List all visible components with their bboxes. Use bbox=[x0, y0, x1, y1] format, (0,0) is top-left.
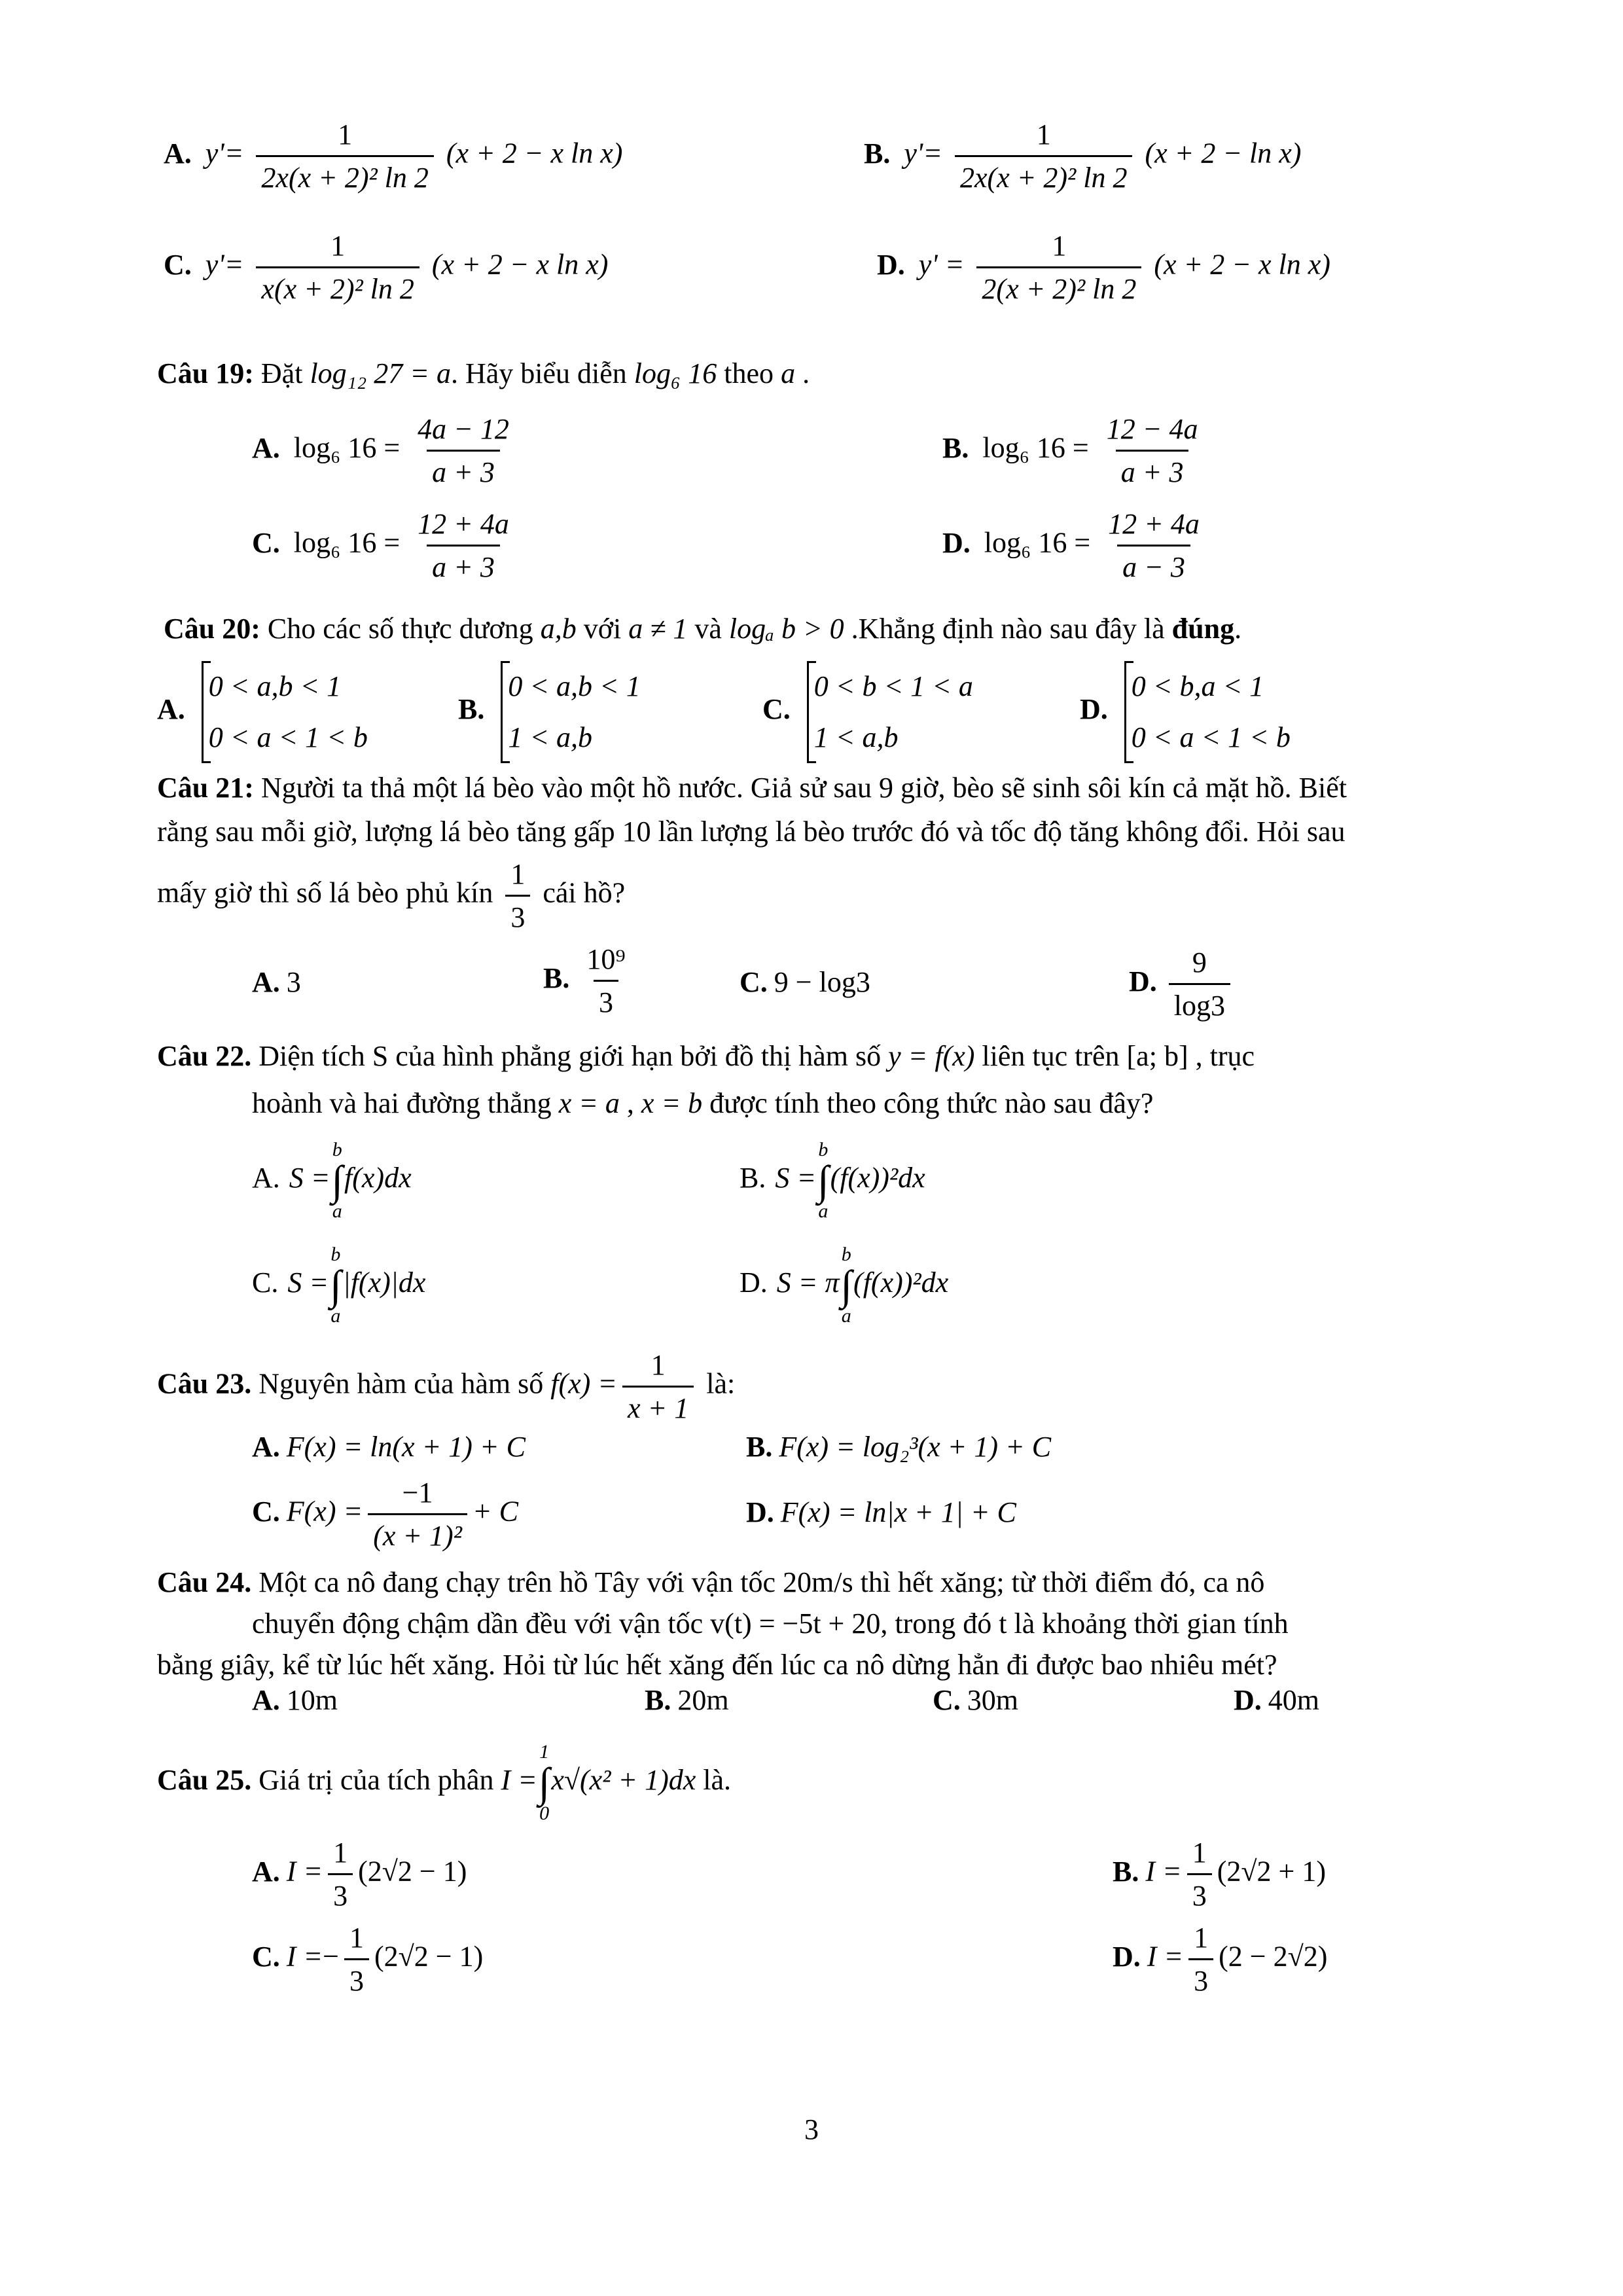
option-rest: (x + 2 − x ln x) bbox=[1154, 248, 1330, 281]
fraction bbox=[622, 1348, 694, 1425]
question-expression: f(x) = bbox=[550, 1367, 617, 1400]
question-text: Cho các số thực dương bbox=[260, 613, 541, 645]
fraction bbox=[412, 412, 514, 489]
fraction-denominator: log3 bbox=[1169, 983, 1230, 1022]
fraction-denominator: 3 bbox=[344, 1958, 369, 1998]
question-text: Đặt bbox=[253, 357, 310, 389]
fraction-denominator: 3 bbox=[505, 895, 530, 934]
option-rest: + C bbox=[472, 1495, 518, 1528]
fraction bbox=[1101, 412, 1204, 489]
fraction-denominator: (x + 1)² bbox=[368, 1513, 467, 1552]
option-lhs: I = bbox=[1145, 1855, 1182, 1888]
q21-line-1 bbox=[157, 771, 1347, 804]
option-lhs: log₆ 16 = bbox=[984, 526, 1091, 559]
integral-sign: b ∫ a bbox=[331, 1139, 344, 1222]
option-lhs: I = bbox=[1147, 1940, 1184, 1973]
q21-option-d bbox=[1129, 946, 1236, 1022]
q19-option-b bbox=[942, 412, 1208, 489]
question-text: rằng sau mỗi giờ, lượng lá bèo tăng gấp 10 lần lượng lá bèo trước đó và tốc độ tăng không đổi. Hỏi sau bbox=[157, 816, 1346, 848]
question-text: liên tục trên bbox=[974, 1040, 1127, 1072]
fraction bbox=[976, 229, 1141, 306]
option-rest: (2√2 − 1) bbox=[358, 1855, 467, 1888]
option-rest: (2√2 − 1) bbox=[374, 1940, 484, 1973]
q19-option-a bbox=[252, 412, 520, 489]
q19-option-c bbox=[252, 507, 520, 584]
question-expression: a bbox=[781, 357, 796, 389]
q22-option-c bbox=[252, 1244, 425, 1327]
option-label: A. bbox=[252, 1684, 280, 1716]
integral-upper-limit: b bbox=[841, 1244, 851, 1265]
fraction-numerator: 12 + 4a bbox=[1108, 508, 1200, 540]
system-line: 0 < a,b < 1 bbox=[508, 661, 640, 712]
q24-option-a bbox=[252, 1683, 338, 1717]
fraction-numerator: 1 bbox=[333, 1837, 348, 1869]
integral-upper-limit: b bbox=[332, 1139, 342, 1160]
question-expression: logₐ b > 0 bbox=[728, 613, 844, 645]
integrand: |f(x)|dx bbox=[342, 1266, 426, 1299]
q25-option-d bbox=[1113, 1921, 1327, 1998]
fraction-denominator: a − 3 bbox=[1117, 545, 1190, 584]
question-text: . Hãy biểu diễn bbox=[450, 357, 634, 389]
question-text: Giá trị của tích phân bbox=[251, 1764, 501, 1797]
option-label: B. bbox=[645, 1684, 671, 1716]
system-line: 1 < a,b bbox=[508, 712, 640, 763]
question-expression: log₁₂ 27 = a bbox=[310, 357, 451, 389]
system-bracket bbox=[501, 661, 640, 763]
integral-upper-limit: 1 bbox=[539, 1741, 550, 1763]
option-lhs: y'= bbox=[205, 248, 244, 281]
question-text: cái hồ? bbox=[535, 876, 626, 909]
question-expression: x = a bbox=[558, 1087, 620, 1119]
q22-option-d bbox=[740, 1244, 948, 1327]
integral-lower-limit: a bbox=[818, 1200, 829, 1222]
option-lhs: S = π bbox=[776, 1266, 840, 1299]
question-number: Câu 25. bbox=[157, 1764, 252, 1797]
option-rest: (x + 2 − x ln x) bbox=[446, 137, 623, 170]
fraction bbox=[412, 507, 514, 584]
option-label: D. bbox=[1129, 965, 1157, 997]
option-label: A. bbox=[252, 1431, 280, 1463]
q20-option-b bbox=[458, 661, 641, 763]
fraction bbox=[256, 118, 433, 194]
option-label: B. bbox=[942, 431, 969, 464]
fraction-numerator: 1 bbox=[1192, 1837, 1207, 1869]
question-text: .Khẳng định nào sau đây là bbox=[844, 613, 1172, 645]
fraction-denominator: 2x(x + 2)² ln 2 bbox=[955, 155, 1132, 194]
option-label: D. bbox=[877, 248, 905, 281]
fraction bbox=[1188, 1921, 1213, 1998]
integral-upper-limit: b bbox=[330, 1244, 341, 1265]
integral-sign: 1 ∫ 0 bbox=[538, 1741, 550, 1824]
option-lhs: log₆ 16 = bbox=[982, 431, 1089, 464]
option-lhs: S = bbox=[775, 1162, 817, 1194]
system-line: 0 < a < 1 < b bbox=[1132, 712, 1291, 763]
fraction-denominator: 2(x + 2)² ln 2 bbox=[976, 266, 1141, 306]
integral-sign: b ∫ a bbox=[817, 1139, 829, 1222]
option-label: D. bbox=[1080, 693, 1108, 726]
q18-option-a bbox=[164, 118, 622, 194]
option-label: C. bbox=[164, 248, 192, 281]
question-text: chuyển động chậm dần đều với vận tốc v(t) = −5t + 20, trong đó t là khoảng thời gian tính bbox=[252, 1607, 1289, 1640]
system-line: 0 < a < 1 < b bbox=[209, 712, 368, 763]
integral-lower-limit: a bbox=[841, 1305, 851, 1327]
option-label: B. bbox=[543, 961, 570, 994]
option-rest: (x + 2 − ln x) bbox=[1145, 137, 1302, 170]
question-text: Một ca nô đang chạy trên hồ Tây với vận tốc 20m/s thì hết xăng; từ thời điểm đó, ca nô bbox=[251, 1566, 1265, 1598]
fraction bbox=[581, 942, 630, 1019]
option-label: A. bbox=[252, 431, 280, 464]
q21-line-2 bbox=[157, 815, 1346, 848]
page-number: 3 bbox=[804, 2113, 819, 2145]
option-label: D. bbox=[1234, 1684, 1262, 1716]
option-value: 40m bbox=[1268, 1684, 1320, 1716]
option-label: D. bbox=[740, 1266, 768, 1299]
option-lhs: log₆ 16 = bbox=[293, 431, 401, 464]
option-lhs: log₆ 16 = bbox=[293, 526, 401, 559]
fraction-numerator: −1 bbox=[402, 1477, 433, 1509]
fraction-denominator: 2x(x + 2)² ln 2 bbox=[256, 155, 433, 194]
option-value: 20m bbox=[677, 1684, 729, 1716]
fraction-denominator: a + 3 bbox=[427, 545, 500, 584]
question-text: , trục bbox=[1188, 1040, 1255, 1072]
q24-option-d bbox=[1234, 1683, 1319, 1717]
option-label: A. bbox=[252, 1855, 280, 1888]
question-text: là. bbox=[696, 1764, 732, 1797]
fraction bbox=[328, 1836, 353, 1912]
option-value: 3 bbox=[286, 966, 301, 998]
question-text: hoành và hai đường thẳng bbox=[252, 1087, 559, 1119]
fraction-numerator: 1 bbox=[330, 230, 346, 262]
q20-option-a bbox=[157, 661, 368, 763]
question-expression: a ≠ 1 bbox=[628, 613, 688, 645]
fraction-denominator: 3 bbox=[1187, 1873, 1212, 1912]
system-bracket bbox=[807, 661, 973, 763]
fraction bbox=[1187, 1836, 1212, 1912]
option-label: B. bbox=[740, 1162, 766, 1194]
q24-line-1 bbox=[157, 1566, 1264, 1599]
option-label: D. bbox=[1113, 1940, 1141, 1973]
q24-option-b bbox=[645, 1683, 729, 1717]
q21-line-3 bbox=[157, 857, 625, 934]
fraction bbox=[344, 1921, 369, 1998]
fraction-denominator: x + 1 bbox=[622, 1386, 694, 1425]
integral-lower-limit: a bbox=[330, 1305, 341, 1327]
option-lhs: F(x) = bbox=[286, 1495, 363, 1528]
system-line: 0 < b < 1 < a bbox=[814, 661, 973, 712]
q21-option-a bbox=[252, 965, 301, 999]
option-label: D. bbox=[942, 526, 971, 559]
option-lhs: y'= bbox=[205, 137, 244, 170]
question-expression: y = f(x) bbox=[888, 1040, 975, 1072]
fraction bbox=[1103, 507, 1205, 584]
option-sign: − bbox=[323, 1940, 339, 1973]
integrand: (f(x))²dx bbox=[830, 1162, 925, 1194]
question-text: và bbox=[687, 613, 729, 645]
option-label: A. bbox=[164, 137, 192, 170]
option-rest: (2√2 + 1) bbox=[1217, 1855, 1326, 1888]
option-label: C. bbox=[252, 1495, 280, 1528]
option-value: F(x) = ln|x + 1| + C bbox=[780, 1496, 1016, 1528]
emphasis-text: đúng bbox=[1171, 613, 1235, 645]
option-label: C. bbox=[933, 1684, 961, 1716]
q18-option-d bbox=[877, 229, 1330, 306]
fraction bbox=[505, 857, 530, 934]
option-lhs: S = bbox=[289, 1162, 330, 1194]
integral-lower-limit: a bbox=[332, 1200, 342, 1222]
system-line: 0 < a,b < 1 bbox=[209, 661, 368, 712]
q25-option-a bbox=[252, 1836, 467, 1912]
option-value: F(x) = log₂³(x + 1) + C bbox=[779, 1431, 1052, 1463]
fraction-numerator: 1 bbox=[338, 118, 353, 151]
option-label: A. bbox=[252, 966, 280, 998]
option-value: 10m bbox=[286, 1684, 338, 1716]
fraction-denominator: x(x + 2)² ln 2 bbox=[256, 266, 419, 306]
fraction-numerator: 12 + 4a bbox=[418, 508, 509, 540]
fraction-denominator: 3 bbox=[1188, 1958, 1213, 1998]
q19-question bbox=[157, 357, 810, 390]
option-label: C. bbox=[740, 966, 768, 998]
fraction-numerator: 1 bbox=[1194, 1922, 1209, 1954]
question-text: mấy giờ thì số lá bèo phủ kín bbox=[157, 876, 501, 909]
system-line: 1 < a,b bbox=[814, 712, 973, 763]
option-value: F(x) = ln(x + 1) + C bbox=[286, 1431, 526, 1463]
system-line: 0 < b,a < 1 bbox=[1132, 661, 1291, 712]
fraction-numerator: 1 bbox=[1052, 230, 1067, 262]
integrand: f(x)dx bbox=[344, 1162, 412, 1194]
question-expression: I = bbox=[501, 1764, 537, 1797]
integrand: x√(x² + 1)dx bbox=[551, 1764, 696, 1797]
question-expression: a,b bbox=[540, 613, 577, 645]
q22-line-1 bbox=[157, 1039, 1255, 1073]
q18-option-c bbox=[164, 229, 608, 306]
q23-question bbox=[157, 1348, 735, 1425]
question-text: bằng giây, kể từ lúc hết xăng. Hỏi từ lúc hết xăng đến lúc ca nô dừng hẳn đi được bao nhiêu mét? bbox=[157, 1649, 1277, 1681]
q24-line-3 bbox=[157, 1648, 1277, 1681]
question-text: Người ta thả một lá bèo vào một hồ nước. Giả sử sau 9 giờ, bèo sẽ sinh sôi kín cả mặt hồ. Biết bbox=[253, 772, 1347, 804]
question-text: là: bbox=[699, 1367, 736, 1400]
option-rest: (2 − 2√2) bbox=[1219, 1940, 1328, 1973]
q25-option-b bbox=[1113, 1836, 1326, 1912]
fraction-denominator: a + 3 bbox=[427, 450, 500, 489]
system-bracket bbox=[1124, 661, 1291, 763]
q25-question bbox=[157, 1741, 731, 1825]
fraction bbox=[368, 1476, 467, 1552]
question-number: Câu 21: bbox=[157, 772, 254, 804]
q18-option-b bbox=[864, 118, 1301, 194]
question-number: Câu 20: bbox=[164, 613, 260, 645]
q22-line-2 bbox=[252, 1086, 1153, 1120]
fraction-numerator: 10⁹ bbox=[586, 943, 626, 975]
q24-option-c bbox=[933, 1683, 1018, 1717]
option-label: C. bbox=[762, 693, 791, 726]
option-label: D. bbox=[746, 1496, 774, 1528]
q20-question bbox=[164, 612, 1241, 645]
system-bracket bbox=[202, 661, 368, 763]
option-lhs: I = bbox=[286, 1855, 323, 1888]
fraction-numerator: 12 − 4a bbox=[1106, 413, 1198, 445]
option-label: B. bbox=[746, 1431, 773, 1463]
option-label: C. bbox=[252, 1940, 280, 1973]
option-label: B. bbox=[458, 693, 485, 726]
option-lhs: I = bbox=[286, 1940, 323, 1973]
option-label: B. bbox=[864, 137, 891, 170]
question-text: . bbox=[795, 357, 810, 389]
option-lhs: y'= bbox=[904, 137, 942, 170]
option-label: A. bbox=[157, 693, 185, 726]
q24-line-2 bbox=[252, 1607, 1289, 1640]
fraction-numerator: 1 bbox=[349, 1922, 364, 1954]
option-label: B. bbox=[1113, 1855, 1139, 1888]
fraction-numerator: 1 bbox=[510, 858, 526, 890]
integral-sign: b ∫ a bbox=[840, 1244, 853, 1327]
option-rest: (x + 2 − x ln x) bbox=[431, 248, 609, 281]
question-text: được tính theo công thức nào sau đây? bbox=[702, 1087, 1154, 1119]
integral-sign: b ∫ a bbox=[330, 1244, 342, 1327]
integrand: (f(x))²dx bbox=[853, 1266, 949, 1299]
question-text: Nguyên hàm của hàm số bbox=[251, 1367, 551, 1400]
integral-upper-limit: b bbox=[818, 1139, 829, 1160]
question-text: Diện tích S của hình phẳng giới hạn bởi đồ thị hàm số bbox=[251, 1040, 889, 1072]
option-lhs: y' = bbox=[918, 248, 965, 281]
q21-option-c bbox=[740, 965, 870, 999]
question-number: Câu 19: bbox=[157, 357, 254, 389]
fraction bbox=[955, 118, 1132, 194]
integral-lower-limit: 0 bbox=[539, 1803, 550, 1824]
fraction-numerator: 1 bbox=[1036, 118, 1051, 151]
question-text: , bbox=[619, 1087, 641, 1119]
option-label: A. bbox=[252, 1162, 280, 1194]
q23-option-a bbox=[252, 1430, 526, 1463]
q20-option-d bbox=[1080, 661, 1291, 763]
question-expression: [a; b] bbox=[1126, 1040, 1188, 1072]
option-value: 30m bbox=[967, 1684, 1019, 1716]
fraction bbox=[1169, 946, 1230, 1022]
question-number: Câu 23. bbox=[157, 1367, 252, 1400]
fraction-numerator: 1 bbox=[651, 1349, 666, 1381]
fraction bbox=[256, 229, 419, 306]
fraction-denominator: 3 bbox=[594, 980, 618, 1019]
question-expression: x = b bbox=[641, 1087, 703, 1119]
q22-option-b bbox=[740, 1139, 925, 1223]
q23-option-b bbox=[746, 1430, 1051, 1463]
question-number: Câu 22. bbox=[157, 1040, 252, 1072]
question-number: Câu 24. bbox=[157, 1566, 252, 1598]
q21-option-b bbox=[543, 942, 636, 1019]
fraction-numerator: 4a − 12 bbox=[418, 413, 509, 445]
q20-option-c bbox=[762, 661, 973, 763]
option-label: C. bbox=[252, 526, 280, 559]
q22-option-a bbox=[252, 1139, 412, 1223]
question-text: theo bbox=[717, 357, 781, 389]
option-lhs: S = bbox=[287, 1266, 329, 1299]
q25-option-c bbox=[252, 1921, 483, 1998]
question-text: với bbox=[576, 613, 629, 645]
question-expression: log₆ 16 bbox=[633, 357, 717, 389]
fraction-denominator: 3 bbox=[328, 1873, 353, 1912]
q23-option-d bbox=[746, 1496, 1016, 1529]
option-value: 9 − log3 bbox=[774, 966, 870, 998]
q19-option-d bbox=[942, 507, 1210, 584]
fraction-numerator: 9 bbox=[1192, 946, 1207, 978]
question-text: . bbox=[1234, 613, 1242, 645]
option-label: C. bbox=[252, 1266, 279, 1299]
fraction-denominator: a + 3 bbox=[1116, 450, 1189, 489]
q23-option-c bbox=[252, 1476, 518, 1552]
